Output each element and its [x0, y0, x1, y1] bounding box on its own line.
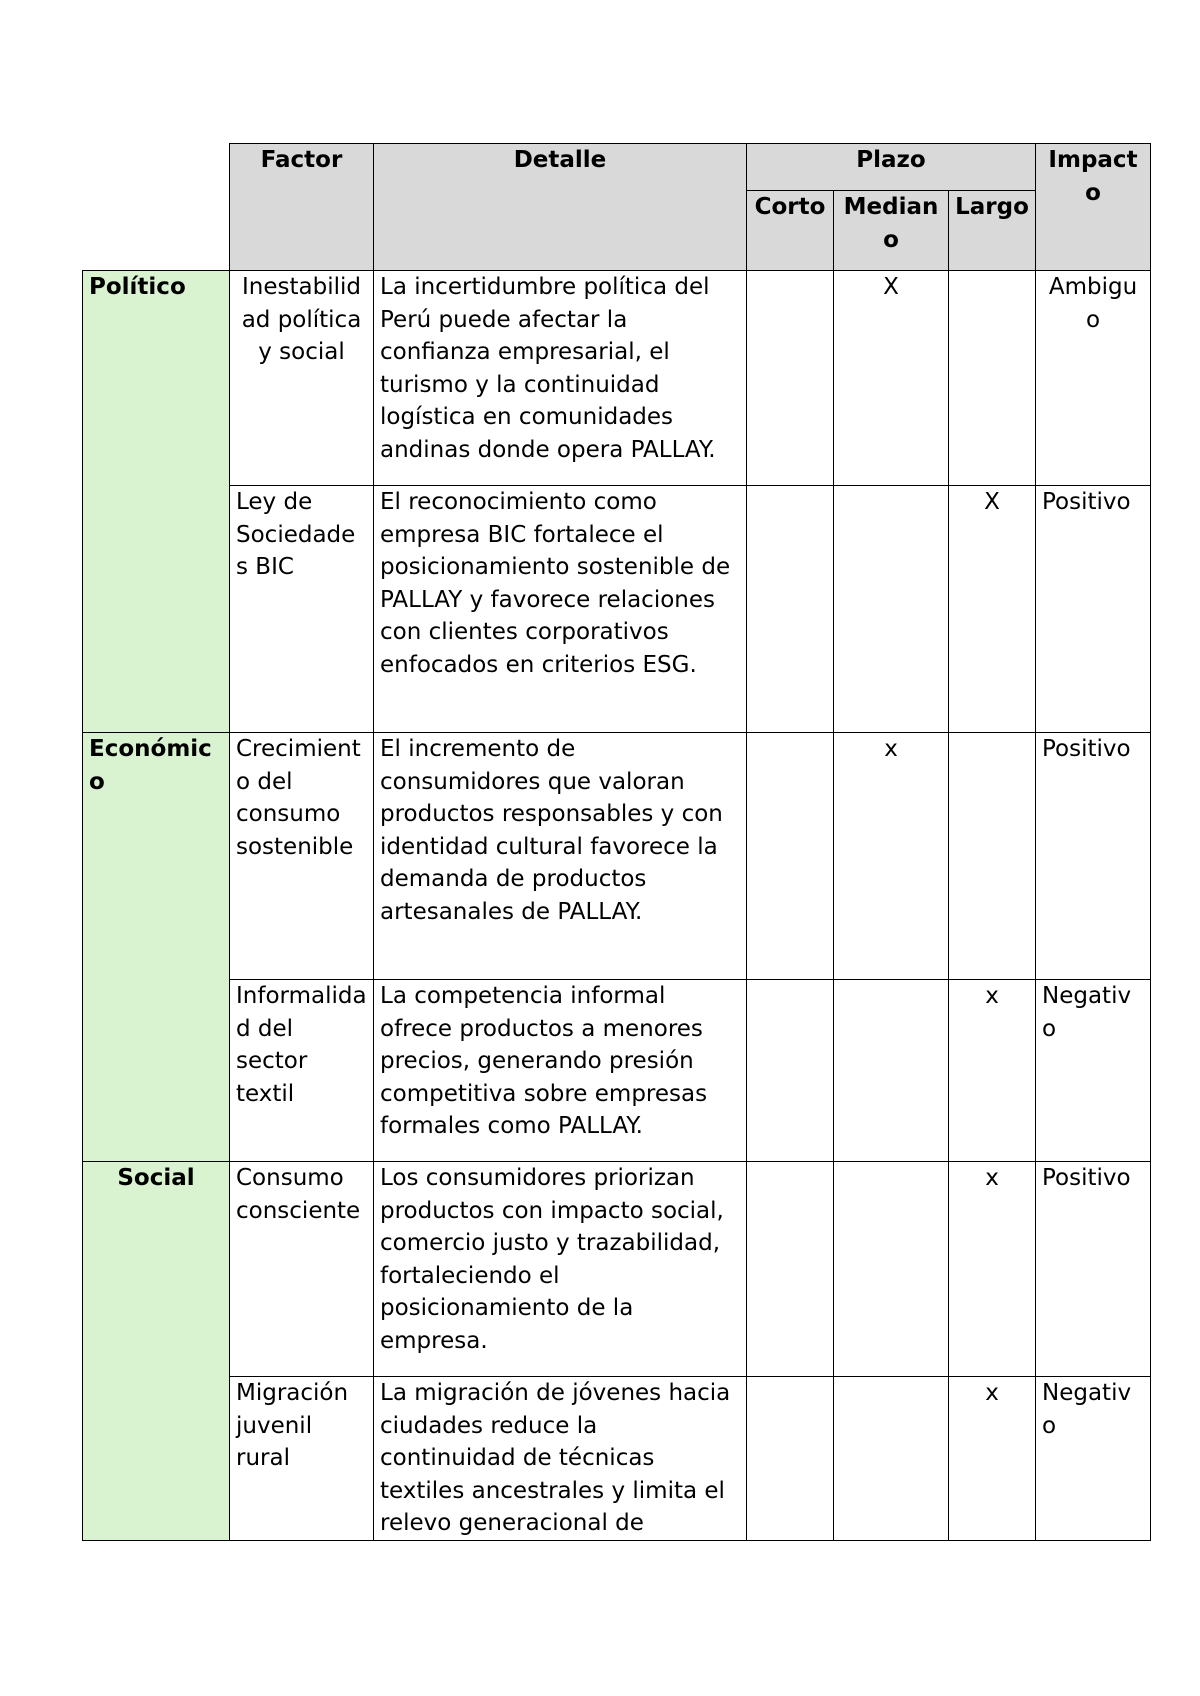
- impact-cell: Positivo: [1036, 486, 1151, 733]
- largo-mark: [949, 733, 1036, 980]
- impact-cell: Ambiguo: [1036, 271, 1151, 486]
- mediano-mark: X: [834, 271, 949, 486]
- mediano-mark: [834, 1377, 949, 1541]
- detail-cell: La incertidumbre política del Perú puede afectar la confianza empresarial, el turismo y la continuidad logística en comunidades andinas donde opera PALLAY.: [374, 271, 747, 486]
- largo-mark: x: [949, 1377, 1036, 1541]
- largo-mark: X: [949, 486, 1036, 733]
- table-row: [83, 271, 1151, 486]
- largo-mark: x: [949, 980, 1036, 1162]
- header-largo: Largo: [949, 191, 1036, 271]
- table-row: [83, 486, 1151, 733]
- detail-cell: La migración de jóvenes hacia ciudades reduce la continuidad de técnicas textiles ancestrales y limita el relevo generacional de: [374, 1377, 747, 1541]
- factor-cell: Crecimiento del consumo sostenible: [230, 733, 374, 980]
- factor-cell: Ley de Sociedades BIC: [230, 486, 374, 733]
- header-detalle: Detalle: [374, 144, 747, 271]
- impact-cell: Positivo: [1036, 1162, 1151, 1377]
- header-corto: Corto: [747, 191, 834, 271]
- factor-cell: Inestabilidad política y social: [230, 271, 374, 486]
- mediano-mark: [834, 980, 949, 1162]
- category-social: Social: [83, 1162, 230, 1541]
- detail-cell: La competencia informal ofrece productos a menores precios, generando presión competitiva sobre empresas formales como PALLAY.: [374, 980, 747, 1162]
- impact-cell: Negativo: [1036, 1377, 1151, 1541]
- detail-cell: El incremento de consumidores que valoran productos responsables y con identidad cultural favorece la demanda de productos artesanales de PALLAY.: [374, 733, 747, 980]
- header-plazo: Plazo: [747, 144, 1036, 191]
- corto-mark: [747, 733, 834, 980]
- factor-cell: Informalidad del sector textil: [230, 980, 374, 1162]
- impact-cell: Positivo: [1036, 733, 1151, 980]
- impact-cell: Negativo: [1036, 980, 1151, 1162]
- table-row: [83, 733, 1151, 980]
- blank-corner-cell: [83, 144, 230, 271]
- factor-cell: Consumo consciente: [230, 1162, 374, 1377]
- pest-analysis-table: [82, 143, 1151, 1541]
- factor-cell: Migración juvenil rural: [230, 1377, 374, 1541]
- largo-mark: x: [949, 1162, 1036, 1377]
- corto-mark: [747, 1377, 834, 1541]
- header-mediano: Mediano: [834, 191, 949, 271]
- table-row: [83, 980, 1151, 1162]
- category-economico: Económico: [83, 733, 230, 1162]
- corto-mark: [747, 271, 834, 486]
- mediano-mark: [834, 1162, 949, 1377]
- corto-mark: [747, 1162, 834, 1377]
- largo-mark: [949, 271, 1036, 486]
- header-impacto: Impacto: [1036, 144, 1151, 271]
- detail-cell: El reconocimiento como empresa BIC fortalece el posicionamiento sostenible de PALLAY y favorece relaciones con clientes corporativos enfocados en criterios ESG.: [374, 486, 747, 733]
- mediano-mark: x: [834, 733, 949, 980]
- corto-mark: [747, 980, 834, 1162]
- header-factor: Factor: [230, 144, 374, 271]
- detail-cell: Los consumidores priorizan productos con impacto social, comercio justo y trazabilidad, fortaleciendo el posicionamiento de la empresa.: [374, 1162, 747, 1377]
- category-politico: Político: [83, 271, 230, 733]
- mediano-mark: [834, 486, 949, 733]
- table-row: [83, 1377, 1151, 1541]
- corto-mark: [747, 486, 834, 733]
- header-row: [83, 144, 1151, 191]
- table-row: [83, 1162, 1151, 1377]
